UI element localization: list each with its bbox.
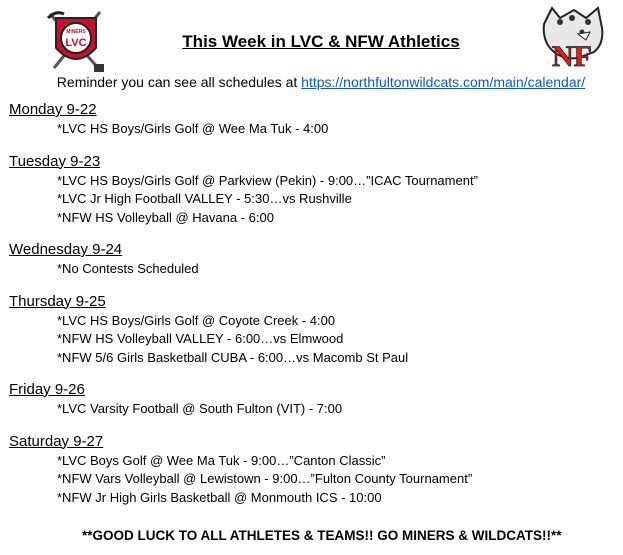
event-item: *NFW 5/6 Girls Basketball CUBA - 6:00…vs Macomb St Paul (57, 349, 409, 365)
day-heading: Saturday 9-27 (9, 432, 104, 450)
event-item: *LVC Boys Golf @ Wee Ma Tuk - 9:00…”Canton Classic” (57, 452, 386, 468)
weekly-schedule (9, 101, 619, 521)
day-wednesday (9, 241, 619, 279)
event-item: *LVC HS Boys/Girls Golf @ Wee Ma Tuk - 4:00 (57, 121, 329, 136)
svg-text:MINERS: MINERS (66, 29, 86, 35)
day-heading: Monday 9-22 (9, 101, 97, 118)
good-luck-footer: **GOOD LUCK TO ALL ATHLETES & TEAMS!! GO MINERS & WILDCATS!!** (82, 528, 562, 543)
day-thursday (9, 293, 619, 368)
day-saturday (9, 433, 619, 508)
day-heading: Friday 9-26 (9, 381, 85, 398)
calendar-link[interactable]: https://northfultonwildcats.com/main/calendar/ (301, 74, 586, 90)
event-item: *NFW HS Volleyball @ Havana - 6:00 (57, 209, 274, 225)
event-item: *NFW Jr High Girls Basketball @ Monmouth ICS - 10:00 (57, 489, 382, 505)
day-monday (9, 101, 619, 139)
day-heading: Thursday 9-25 (9, 292, 106, 310)
event-item: *LVC Varsity Football @ South Fulton (VIT) - 7:00 (57, 401, 343, 416)
reminder-text: Reminder you can see all schedules at (56, 74, 302, 90)
event-item: *LVC Jr High Football VALLEY - 5:30…vs Rushville (57, 191, 352, 206)
day-heading: Tuesday 9-23 (9, 152, 101, 170)
event-item: *LVC HS Boys/Girls Golf @ Coyote Creek - 4:00 (57, 312, 336, 328)
day-tuesday (9, 153, 619, 228)
schedule-reminder (0, 74, 623, 90)
day-heading: Wednesday 9-24 (9, 241, 123, 258)
event-item: *NFW HS Volleyball VALLEY - 6:00…vs Elmwood (57, 331, 344, 346)
event-item: *No Contests Scheduled (57, 261, 199, 276)
svg-text:LVC: LVC (65, 37, 87, 49)
day-friday (9, 381, 619, 419)
event-item: *NFW Vars Volleyball @ Lewistown - 9:00…”Fulton County Tournament” (57, 471, 473, 486)
event-item: *LVC HS Boys/Girls Golf @ Parkview (Pekin) - 9:00…”ICAC Tournament” (57, 172, 478, 188)
page-title: This Week in LVC & NFW Athletics (182, 32, 460, 51)
svg-text:NF: NF (552, 40, 592, 72)
